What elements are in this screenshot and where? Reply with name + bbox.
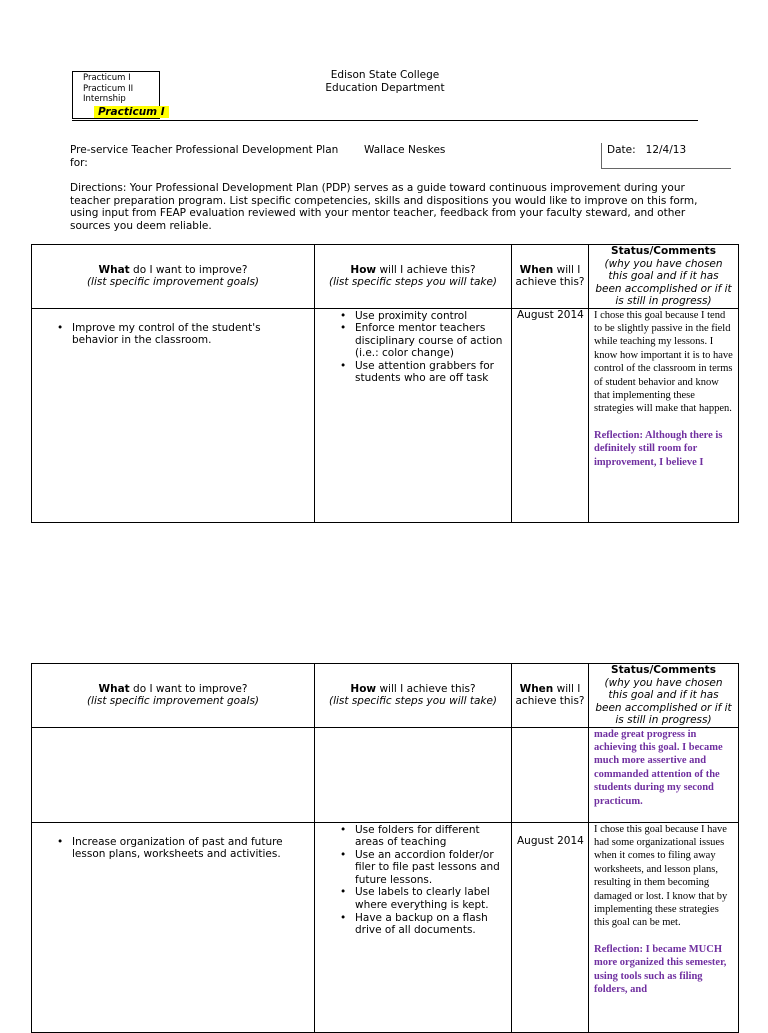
department-name: Education Department bbox=[325, 82, 445, 94]
reflection-text: Reflection: I became MUCH more organized this semester, using tools such as filing folders, and bbox=[594, 943, 727, 995]
date-label: Date: bbox=[607, 144, 636, 156]
steps-cell bbox=[315, 727, 512, 822]
steps-cell bbox=[315, 308, 512, 522]
step-item: • Enforce mentor teachers disciplinary course of action (i.e.: color change) bbox=[355, 322, 503, 360]
goal-item: • Increase organization of past and future lesson plans, worksheets and activities. bbox=[72, 836, 294, 861]
when-header: When will I achieve this? bbox=[512, 245, 589, 309]
what-header: What do I want to improve? (list specific improvement goals) bbox=[32, 245, 315, 309]
date-field bbox=[601, 143, 731, 169]
date-value: 12/4/13 bbox=[645, 144, 687, 156]
practicum-option: Internship bbox=[83, 94, 126, 104]
goal-cell bbox=[32, 822, 315, 1032]
comment-text: I chose this goal because I have had some organizational issues when it comes to filing away worksheets, and lesson plans, resulting in them becoming damaged or lost. I know that by implementing these strategies this goal can be met. bbox=[594, 823, 728, 929]
comment-cell bbox=[589, 308, 739, 522]
practicum-option: Practicum II bbox=[83, 83, 134, 94]
form-title-line: for: bbox=[70, 156, 88, 169]
form-title-line: Pre-service Teacher Professional Development Plan bbox=[70, 144, 339, 156]
when-cell: August 2014 bbox=[512, 822, 589, 1032]
practicum-selected-highlight: Practicum I bbox=[94, 106, 169, 118]
college-heading bbox=[280, 69, 490, 95]
goal-item: • Improve my control of the student's behavior in the classroom. bbox=[72, 322, 294, 347]
student-name: Wallace Neskes bbox=[364, 144, 446, 156]
form-title bbox=[70, 144, 350, 169]
step-item: • Use labels to clearly label where everything is kept. bbox=[355, 886, 503, 911]
status-header: Status/Comments (why you have chosen this goal and if it has been accomplished or if it is still in progress) bbox=[589, 245, 739, 309]
practicum-option: Practicum I bbox=[83, 73, 131, 83]
header-divider bbox=[72, 120, 698, 121]
table-row bbox=[32, 308, 739, 522]
steps-cell bbox=[315, 822, 512, 1032]
how-header: How will I achieve this? (list specific steps you will take) bbox=[315, 664, 512, 728]
goal-cell bbox=[32, 727, 315, 822]
comment-cell bbox=[589, 822, 739, 1032]
when-cell bbox=[512, 727, 589, 822]
directions-text: Directions: Your Professional Development Plan (PDP) serves as a guide toward continuous improvement during your teacher preparation program. List specific competencies, skills and dispositions you would like to improve on this form, using input from FEAP evaluation reviewed with your mentor teacher, feedback from your faculty steward, and other sources you deem reliable. bbox=[70, 182, 698, 232]
step-item: • Have a backup on a flash drive of all documents. bbox=[355, 912, 503, 937]
when-cell: August 2014 bbox=[512, 308, 589, 522]
goal-cell bbox=[32, 308, 315, 522]
what-header: What do I want to improve? (list specific improvement goals) bbox=[32, 664, 315, 728]
table-header-row bbox=[32, 664, 739, 728]
table-row bbox=[32, 822, 739, 1032]
comment-cell bbox=[589, 727, 739, 822]
step-item: • Use proximity control bbox=[355, 310, 503, 323]
reflection-text: Reflection: Although there is definitely still room for improvement, I believe I bbox=[594, 429, 723, 468]
pdp-table-2 bbox=[31, 663, 739, 1033]
table-row-continuation bbox=[32, 727, 739, 822]
table-header-row bbox=[32, 245, 739, 309]
pdp-table-1 bbox=[31, 244, 739, 523]
step-item: • Use attention grabbers for students who are off task bbox=[355, 360, 503, 385]
status-header: Status/Comments (why you have chosen this goal and if it has been accomplished or if it is still in progress) bbox=[589, 664, 739, 728]
when-header: When will I achieve this? bbox=[512, 664, 589, 728]
reflection-text: made great progress in achieving this goal. I became much more assertive and commanded attention of the students during my second practicum. bbox=[594, 728, 723, 807]
college-name: Edison State College bbox=[330, 69, 440, 81]
how-header: How will I achieve this? (list specific steps you will take) bbox=[315, 245, 512, 309]
step-item: • Use an accordion folder/or filer to file past lessons and future lessons. bbox=[355, 849, 503, 887]
step-item: • Use folders for different areas of teaching bbox=[355, 824, 503, 849]
comment-text: I chose this goal because I tend to be slightly passive in the field while teaching my lessons. I know how important it is to have control of the classroom in terms of student behavior and know that implementing these strategies will make that happen. bbox=[594, 309, 733, 415]
